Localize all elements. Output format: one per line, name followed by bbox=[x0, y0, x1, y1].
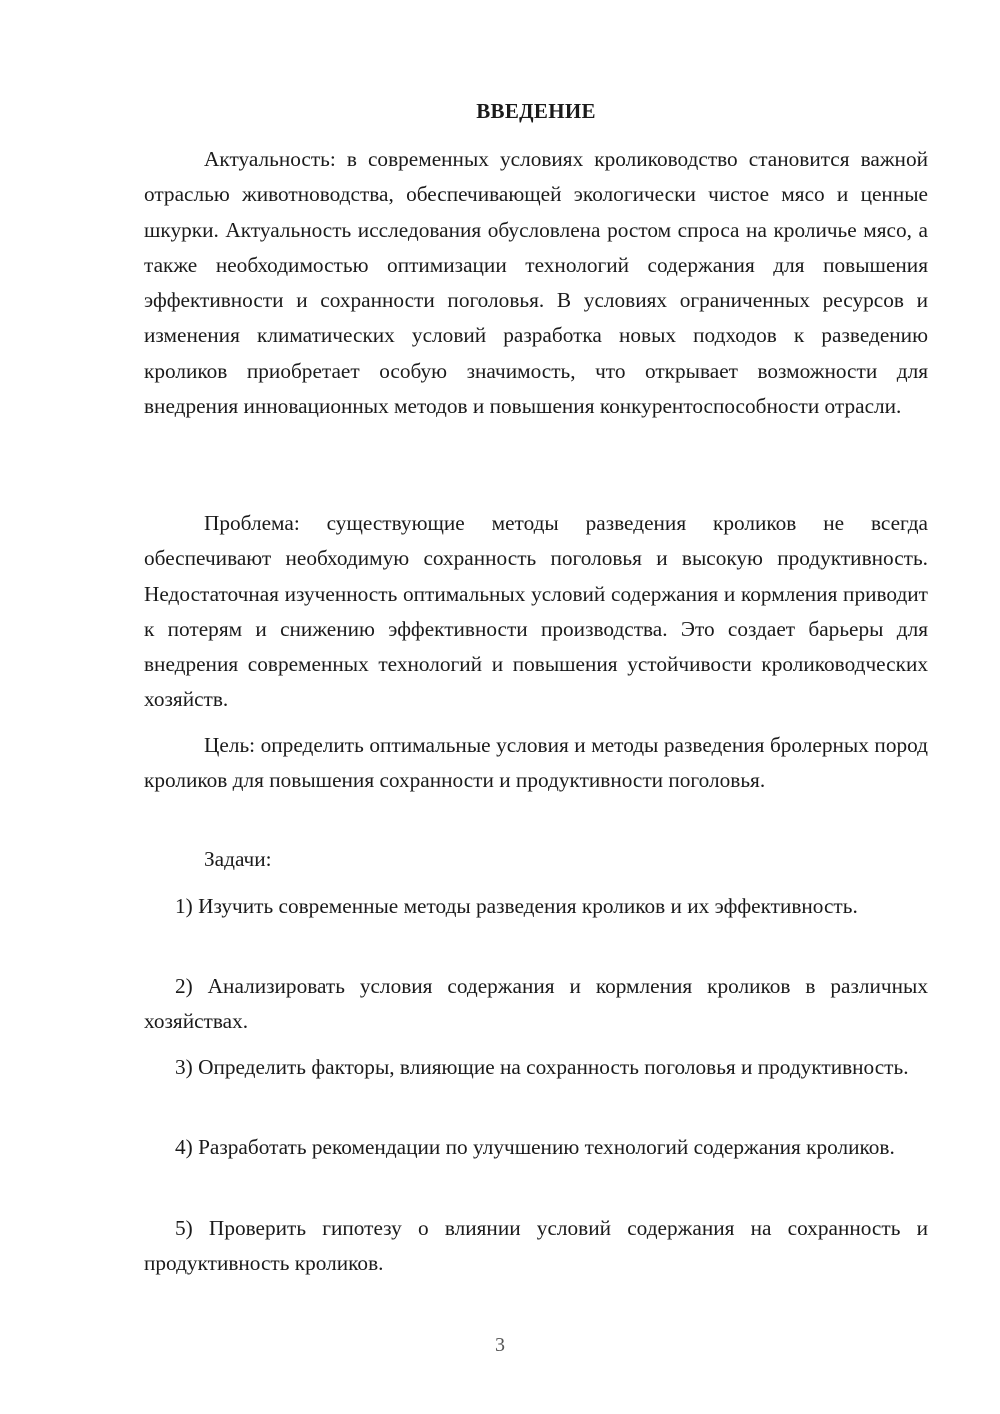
page-number: 3 bbox=[495, 1334, 505, 1356]
goal-paragraph: Цель: определить оптимальные условия и методы разведения бролерных пород кроликов для повышения сохранности и продуктивности поголовья. bbox=[144, 733, 928, 793]
task-item-4: 4) Разработать рекомендации по улучшению технологий содержания кроликов. bbox=[175, 1135, 895, 1159]
problem-paragraph: Проблема: существующие методы разведения кроликов не всегда обеспечивают необходимую сохранность поголовья и высокую продуктивность. Недостаточная изученность оптимальных условий содержания и кормления приводит к потерям и снижению эффективности производства. Это создает барьеры для внедрения современных технологий и повышения устойчивости кролиководческих хозяйств. bbox=[144, 511, 928, 712]
task-item-5: 5) Проверить гипотезу о влиянии условий содержания на сохранность и продуктивность кроликов. bbox=[144, 1216, 928, 1276]
tasks-title: Задачи: bbox=[204, 847, 272, 871]
relevance-paragraph: Актуальность: в современных условиях кролиководство становится важной отраслью животноводства, обеспечивающей экологически чистое мясо и ценные шкурки. Актуальность исследования обусловлена ростом спроса на кроличье мясо, а также необходимостью оптимизации технологий содержания для повышения эффективности и сохранности поголовья. В условиях ограниченных ресурсов и изменения климатических условий разработка новых подходов к разведению кроликов приобретает особую значимость, что открывает возможности для внедрения инновационных методов и повышения конкурентоспособности отрасли. bbox=[144, 147, 928, 419]
task-item-1: 1) Изучить современные методы разведения кроликов и их эффективность. bbox=[175, 894, 858, 918]
section-heading: ВВЕДЕНИЕ bbox=[476, 99, 596, 123]
task-item-3: 3) Определить факторы, влияющие на сохранность поголовья и продуктивность. bbox=[175, 1055, 909, 1079]
task-item-2: 2) Анализировать условия содержания и кормления кроликов в различных хозяйствах. bbox=[144, 974, 928, 1034]
